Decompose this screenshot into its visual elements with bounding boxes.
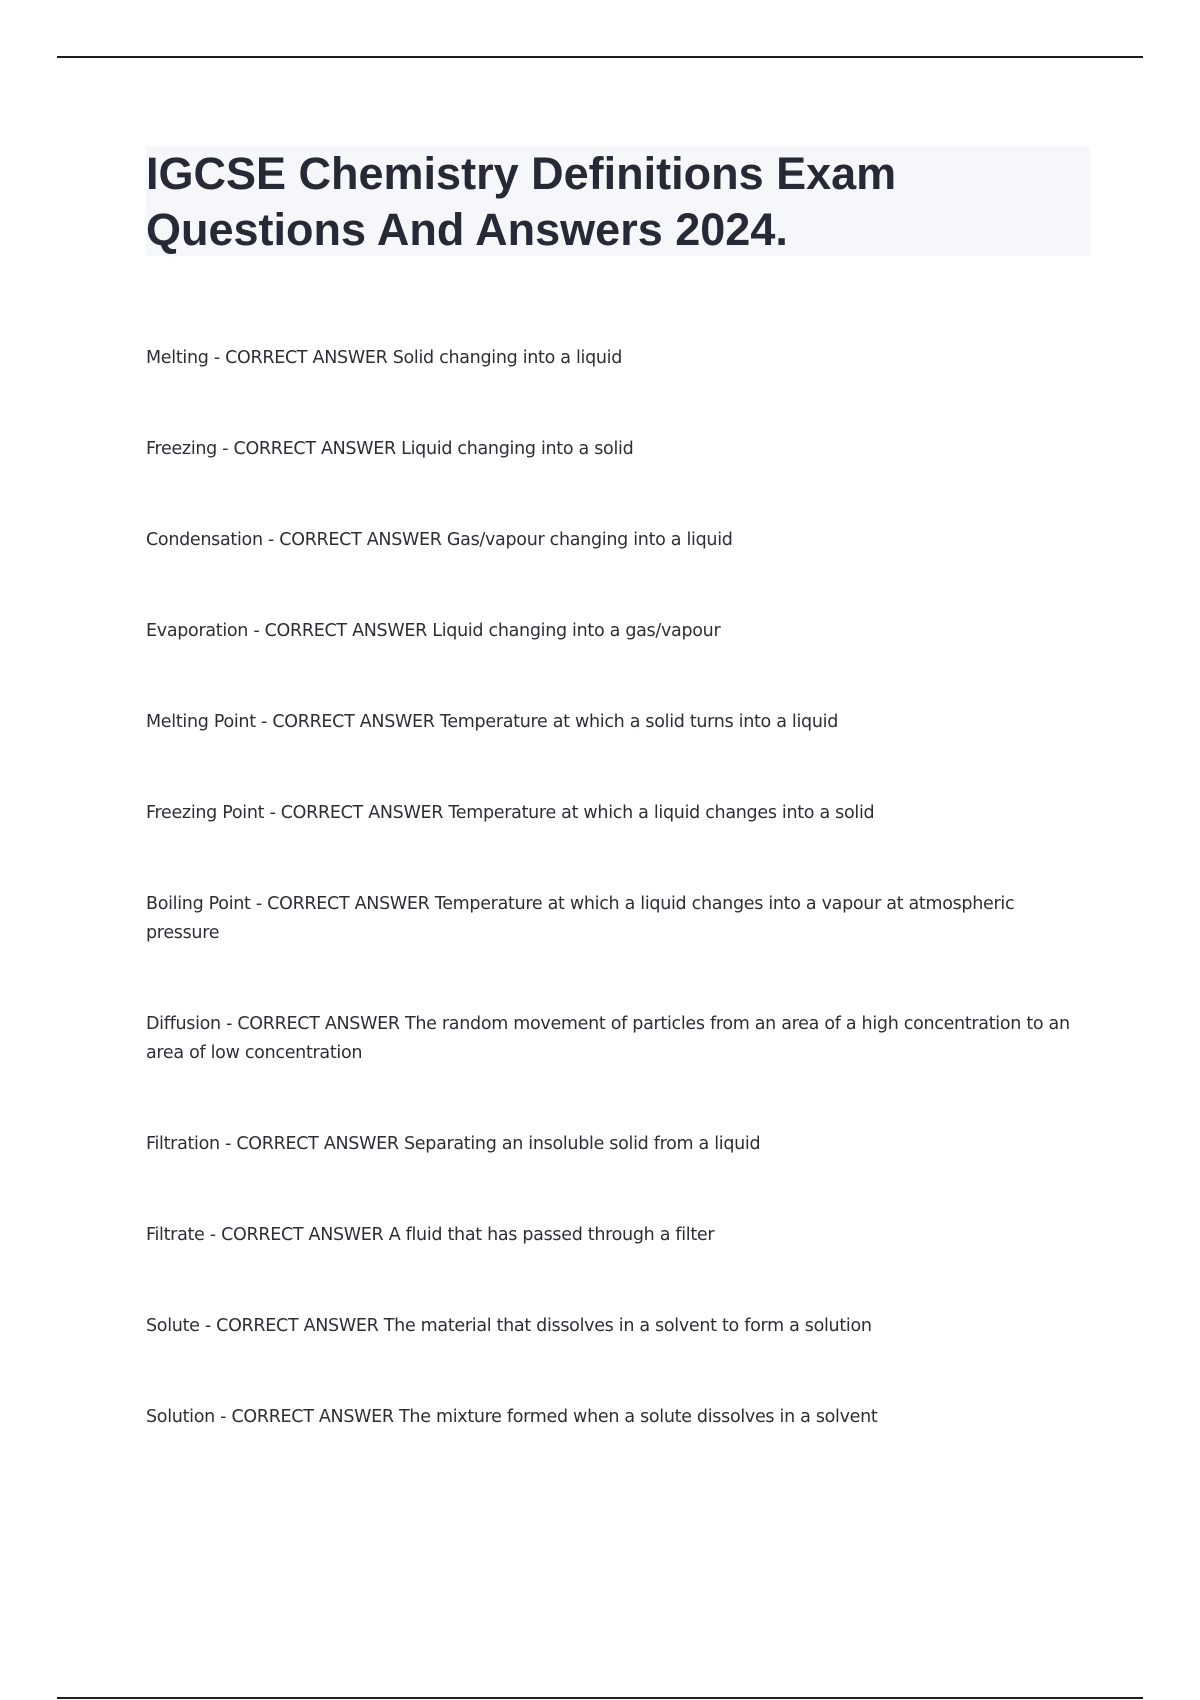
- entry-term: Melting Point: [146, 712, 256, 732]
- definition-entry: [146, 1312, 1086, 1341]
- entry-term: Evaporation: [146, 621, 249, 641]
- answer-tag: CORRECT ANSWER: [216, 1316, 379, 1336]
- answer-tag: CORRECT ANSWER: [279, 530, 442, 550]
- entry-definition: Liquid changing into a solid: [401, 439, 634, 459]
- definition-entry: [146, 435, 1086, 464]
- title-block: [146, 146, 1090, 256]
- definition-list: [146, 344, 1086, 1494]
- entry-definition: Solid changing into a liquid: [392, 348, 623, 368]
- definition-entry: [146, 1130, 1086, 1159]
- entry-separator: -: [248, 621, 265, 641]
- entry-term: Freezing Point: [146, 803, 265, 823]
- entry-definition: The random movement of particles from an area of a high concentration to an area of low concentration: [146, 1014, 1070, 1063]
- definition-entry: [146, 1010, 1086, 1068]
- entry-term: Solute: [146, 1316, 200, 1336]
- answer-tag: CORRECT ANSWER: [225, 348, 388, 368]
- entry-separator: -: [250, 894, 268, 914]
- bottom-divider: [57, 1697, 1143, 1699]
- entry-definition: Temperature at which a liquid changes into a vapour at atmospheric pressure: [146, 894, 1015, 943]
- answer-tag: CORRECT ANSWER: [272, 712, 435, 732]
- entry-separator: -: [204, 1225, 222, 1245]
- answer-tag: CORRECT ANSWER: [233, 439, 396, 459]
- entry-definition: Gas/vapour changing into a liquid: [446, 530, 733, 550]
- answer-tag: CORRECT ANSWER: [236, 1134, 399, 1154]
- entry-term: Melting: [146, 348, 209, 368]
- top-divider: [57, 56, 1143, 58]
- entry-term: Solution: [146, 1407, 215, 1427]
- entry-separator: -: [219, 1134, 237, 1154]
- entry-term: Freezing: [146, 439, 217, 459]
- entry-separator: -: [214, 1407, 232, 1427]
- entry-definition: Liquid changing into a gas/vapour: [432, 621, 721, 641]
- entry-separator: -: [199, 1316, 217, 1336]
- answer-tag: CORRECT ANSWER: [237, 1014, 400, 1034]
- answer-tag: CORRECT ANSWER: [267, 894, 430, 914]
- answer-tag: CORRECT ANSWER: [221, 1225, 384, 1245]
- answer-tag: CORRECT ANSWER: [280, 803, 444, 823]
- answer-tag: CORRECT ANSWER: [264, 621, 427, 641]
- definition-entry: [146, 1403, 1086, 1432]
- entry-term: Filtrate: [146, 1225, 205, 1245]
- entry-definition: The material that dissolves in a solvent to form a solution: [383, 1316, 872, 1336]
- entry-definition: Temperature at which a solid turns into a liquid: [439, 712, 839, 732]
- entry-term: Boiling Point: [146, 894, 251, 914]
- answer-tag: CORRECT ANSWER: [231, 1407, 394, 1427]
- entry-separator: -: [264, 803, 281, 823]
- definition-entry: [146, 708, 1086, 737]
- definition-entry: [146, 344, 1086, 373]
- entry-term: Diffusion: [146, 1014, 221, 1034]
- entry-definition: Separating an insoluble solid from a liquid: [403, 1134, 761, 1154]
- entry-definition: Temperature at which a liquid changes into a solid: [448, 803, 875, 823]
- definition-entry: [146, 1221, 1086, 1250]
- definition-entry: [146, 526, 1086, 555]
- entry-term: Filtration: [146, 1134, 220, 1154]
- definition-entry: [146, 799, 1086, 828]
- definition-entry: [146, 890, 1086, 948]
- entry-separator: -: [255, 712, 273, 732]
- definition-entry: [146, 617, 1086, 646]
- entry-separator: -: [220, 1014, 238, 1034]
- entry-term: Condensation: [146, 530, 263, 550]
- document-title: IGCSE Chemistry Definitions Exam Questions And Answers 2024.: [146, 148, 897, 255]
- entry-separator: -: [216, 439, 234, 459]
- entry-definition: The mixture formed when a solute dissolves in a solvent: [399, 1407, 878, 1427]
- entry-separator: -: [208, 348, 226, 368]
- entry-separator: -: [262, 530, 280, 550]
- entry-definition: A fluid that has passed through a filter: [388, 1225, 715, 1245]
